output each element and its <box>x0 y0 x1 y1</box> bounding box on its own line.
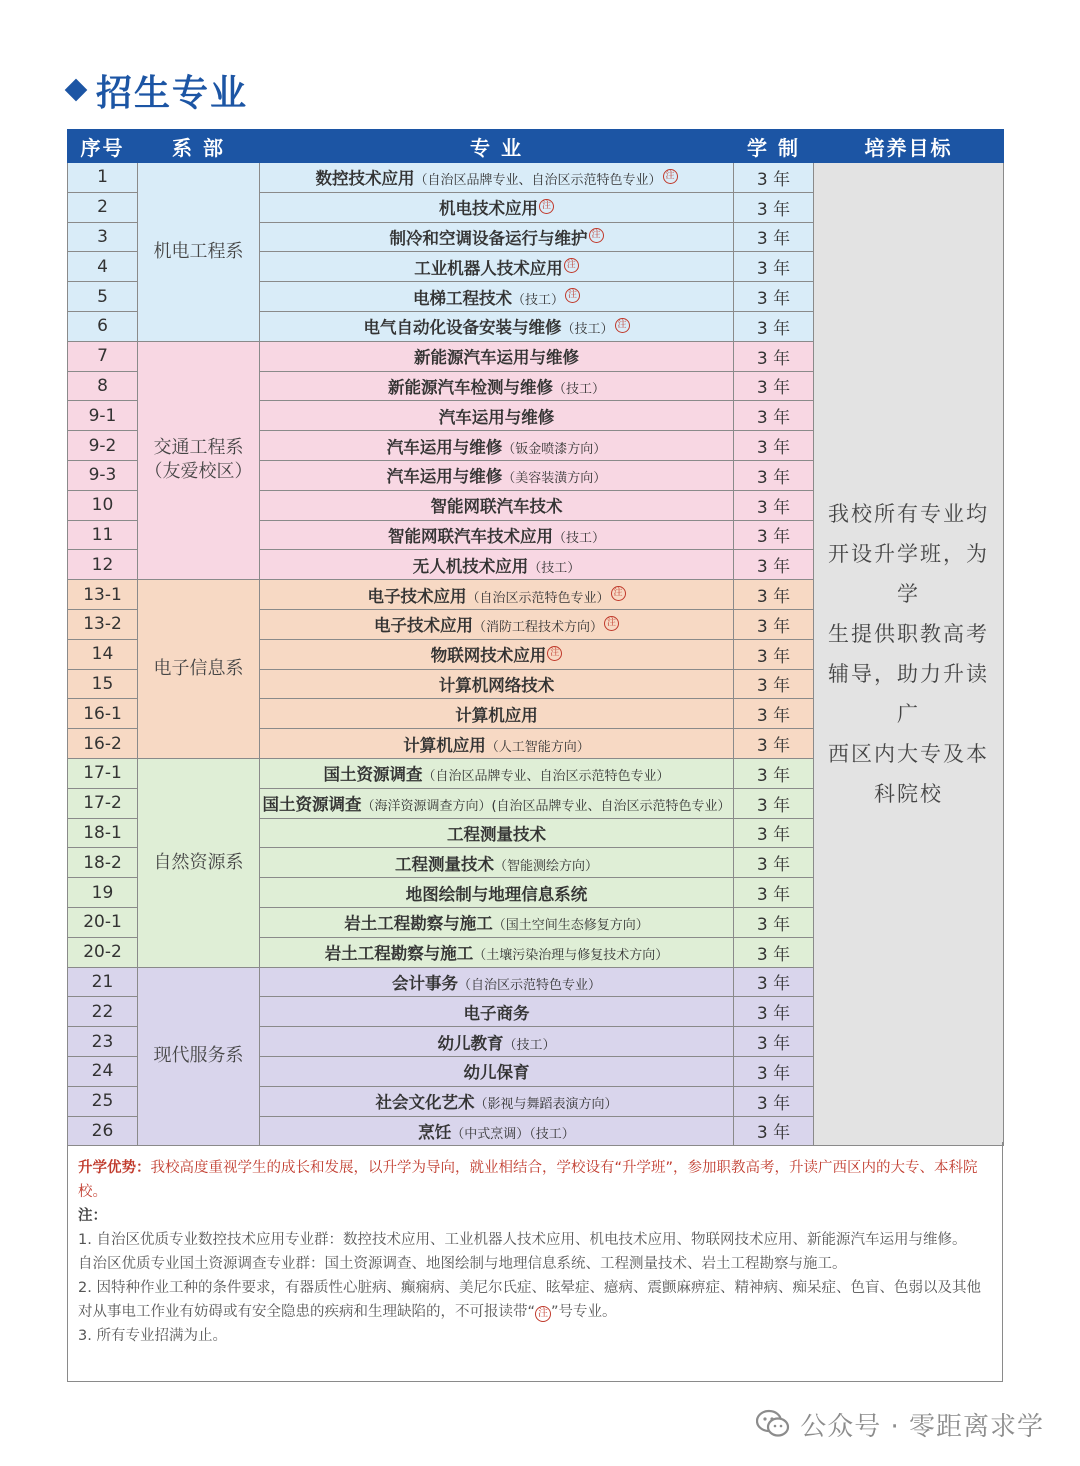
years-cell: 3 年 <box>734 1116 814 1146</box>
major-name: 电子技术应用 <box>373 616 473 636</box>
major-cell <box>260 311 734 341</box>
major-qualifier: （中式烹调）（技工） <box>451 1126 575 1142</box>
row-number: 19 <box>68 878 138 908</box>
row-number: 8 <box>68 371 138 401</box>
note-heading: 注： <box>78 1208 107 1224</box>
years-cell: 3 年 <box>734 192 814 222</box>
department-name: 现代服务系 <box>153 1045 244 1067</box>
watermark-text: 公众号 · 零距离求学 <box>800 1411 1044 1442</box>
major-name: 汽车运用与维修 <box>386 467 503 487</box>
majors-table <box>67 129 1004 1146</box>
note-mark-icon: 注 <box>589 228 604 243</box>
major-name: 智能网联汽车技术 <box>430 497 563 517</box>
major-cell <box>260 371 734 401</box>
major-name: 社会文化艺术 <box>375 1093 475 1113</box>
department-cell <box>138 580 260 759</box>
major-cell <box>260 431 734 461</box>
note-item-2-post: ”号专业。 <box>551 1304 617 1320</box>
major-cell <box>260 848 734 878</box>
years-cell: 3 年 <box>734 460 814 490</box>
major-name: 电子技术应用 <box>367 586 467 606</box>
major-name: 机电技术应用 <box>439 199 538 219</box>
major-qualifier: （美容装潢方向） <box>502 471 607 487</box>
major-qualifier: （消防工程技术方向） <box>472 620 603 636</box>
department-name: 机电工程系 <box>153 240 244 262</box>
department-cell <box>138 967 260 1146</box>
row-number: 23 <box>68 1027 138 1057</box>
header-major: 专 业 <box>260 130 734 163</box>
major-name: 烹饪 <box>418 1122 452 1142</box>
major-cell <box>260 669 734 699</box>
note-mark-icon: 注 <box>604 616 619 631</box>
major-cell <box>260 818 734 848</box>
major-name: 无人机技术应用 <box>412 556 529 576</box>
row-number: 18-2 <box>68 848 138 878</box>
major-cell <box>260 341 734 371</box>
row-number: 22 <box>68 997 138 1027</box>
major-name: 物联网技术应用 <box>430 646 547 666</box>
major-name: 数控技术应用 <box>315 169 415 189</box>
department-name: 电子信息系 <box>153 658 244 680</box>
row-number: 9-1 <box>68 401 138 431</box>
major-cell <box>260 609 734 639</box>
row-number: 10 <box>68 490 138 520</box>
major-qualifier: （技工） <box>552 530 605 546</box>
years-cell: 3 年 <box>734 252 814 282</box>
row-number: 13-2 <box>68 609 138 639</box>
major-cell <box>260 192 734 222</box>
row-number: 11 <box>68 520 138 550</box>
years-cell: 3 年 <box>734 222 814 252</box>
row-number: 5 <box>68 282 138 312</box>
row-number: 17-2 <box>68 788 138 818</box>
major-qualifier: （国土空间生态修复方向） <box>492 918 649 934</box>
major-cell <box>260 907 734 937</box>
department-cell <box>138 341 260 579</box>
years-cell: 3 年 <box>734 848 814 878</box>
row-number: 18-1 <box>68 818 138 848</box>
years-cell: 3 年 <box>734 311 814 341</box>
department-cell <box>138 758 260 967</box>
note-mark-icon: 注 <box>564 258 579 273</box>
major-cell <box>260 282 734 312</box>
advantage-text: 我校高度重视学生的成长和发展，以升学为导向，就业相结合，学校设有“升学班”，参加职教高考，升读广西区内的大专、本科院校。 <box>78 1160 978 1200</box>
note-mark-icon: 注 <box>611 586 626 601</box>
years-cell: 3 年 <box>734 669 814 699</box>
major-name: 幼儿教育 <box>437 1033 504 1053</box>
row-number: 16-1 <box>68 699 138 729</box>
major-cell <box>260 967 734 997</box>
row-number: 7 <box>68 341 138 371</box>
major-qualifier: （土壤污染治理与修复技术方向） <box>473 948 669 964</box>
major-cell <box>260 460 734 490</box>
major-cell <box>260 639 734 669</box>
major-cell <box>260 520 734 550</box>
department-name: 自然资源系 <box>153 851 244 873</box>
major-qualifier: （钣金喷漆方向） <box>502 441 607 457</box>
major-name: 电气自动化设备安装与维修 <box>363 318 562 338</box>
note-item-1b: 自治区优质专业国土资源调查专业群：国土资源调查、地图绘制与地理信息系统、工程测量技术、岩土工程勘察与施工。 <box>78 1256 847 1272</box>
row-number: 25 <box>68 1086 138 1116</box>
years-cell: 3 年 <box>734 282 814 312</box>
header-goal: 培养目标 <box>814 130 1004 163</box>
row-number: 16-2 <box>68 729 138 759</box>
training-goal-line: 我校所有专业均 <box>828 502 989 527</box>
major-cell <box>260 1056 734 1086</box>
department-cell <box>138 163 260 342</box>
major-name: 计算机应用 <box>455 705 538 725</box>
years-cell: 3 年 <box>734 490 814 520</box>
row-number: 14 <box>68 639 138 669</box>
major-name: 岩土工程勘察与施工 <box>344 914 493 934</box>
diamond-bullet-icon <box>65 79 88 102</box>
major-qualifier: （智能测绘方向） <box>493 858 598 874</box>
header-dept: 系 部 <box>138 130 260 163</box>
major-qualifier: （自治区示范特色专业） <box>466 590 610 606</box>
training-goal-cell <box>814 163 1004 1146</box>
years-cell: 3 年 <box>734 818 814 848</box>
years-cell: 3 年 <box>734 729 814 759</box>
major-name: 汽车运用与维修 <box>386 437 503 457</box>
major-cell <box>260 997 734 1027</box>
major-cell <box>260 1027 734 1057</box>
department-name: 交通工程系 <box>153 437 244 459</box>
major-name: 工程测量技术 <box>447 824 546 844</box>
years-cell: 3 年 <box>734 758 814 788</box>
note-mark-icon: 注 <box>535 1306 551 1322</box>
major-qualifier: （技工） <box>503 1037 556 1053</box>
major-name: 地图绘制与地理信息系统 <box>405 884 588 904</box>
row-number: 6 <box>68 311 138 341</box>
years-cell: 3 年 <box>734 1086 814 1116</box>
major-cell <box>260 758 734 788</box>
header-years: 学 制 <box>734 130 814 163</box>
training-goal-line: 辅导，助力升读广 <box>828 662 989 727</box>
major-cell <box>260 729 734 759</box>
major-name: 智能网联汽车技术应用 <box>387 526 553 546</box>
row-number: 24 <box>68 1056 138 1086</box>
major-cell <box>260 580 734 610</box>
note-item-2-pre: 2. 因特种作业工种的条件要求，有器质性心脏病、癫痫病、美尼尔氏症、眩晕症、癔病、震颤麻痹症、精神病、痴呆症、色盲、色弱以及其他对从事电工作业有妨碍或有安全隐患的疾病和生理缺陷的，不可报读带“ <box>78 1280 981 1320</box>
notes-box <box>67 1142 1003 1382</box>
row-number: 4 <box>68 252 138 282</box>
years-cell: 3 年 <box>734 878 814 908</box>
major-cell <box>260 550 734 580</box>
row-number: 9-2 <box>68 431 138 461</box>
advantage-label: 升学优势： <box>78 1160 151 1176</box>
major-cell <box>260 222 734 252</box>
major-qualifier: （技工） <box>561 322 614 338</box>
major-qualifier: （技工） <box>511 292 564 308</box>
years-cell: 3 年 <box>734 341 814 371</box>
years-cell: 3 年 <box>734 997 814 1027</box>
major-cell <box>260 1086 734 1116</box>
years-cell: 3 年 <box>734 550 814 580</box>
years-cell: 3 年 <box>734 1027 814 1057</box>
major-qualifier: （影视与舞蹈表演方向） <box>474 1097 618 1113</box>
header-num: 序号 <box>68 130 138 163</box>
years-cell: 3 年 <box>734 580 814 610</box>
major-cell <box>260 252 734 282</box>
years-cell: 3 年 <box>734 639 814 669</box>
row-number: 15 <box>68 669 138 699</box>
major-cell <box>260 401 734 431</box>
major-name: 工程测量技术 <box>394 854 494 874</box>
major-name: 计算机网络技术 <box>438 675 555 695</box>
row-number: 2 <box>68 192 138 222</box>
advantage-paragraph <box>78 1156 992 1204</box>
major-cell <box>260 163 734 193</box>
row-number: 3 <box>68 222 138 252</box>
training-goal-line: 科院校 <box>874 782 943 807</box>
note-mark-icon: 注 <box>565 288 580 303</box>
major-qualifier: （人工智能方向） <box>485 739 590 755</box>
years-cell: 3 年 <box>734 937 814 967</box>
row-number: 1 <box>68 163 138 193</box>
department-name: （友爱校区） <box>144 461 253 483</box>
major-cell <box>260 878 734 908</box>
major-name: 会计事务 <box>391 973 458 993</box>
note-mark-icon: 注 <box>539 199 554 214</box>
major-cell <box>260 788 734 818</box>
major-name: 制冷和空调设备运行与维护 <box>389 228 588 248</box>
major-name: 工业机器人技术应用 <box>414 258 563 278</box>
major-cell <box>260 490 734 520</box>
row-number: 26 <box>68 1116 138 1146</box>
major-qualifier: （技工） <box>528 560 581 576</box>
major-qualifier: （自治区示范特色专业） <box>457 977 601 993</box>
major-name: 电子商务 <box>463 1003 530 1023</box>
years-cell: 3 年 <box>734 1056 814 1086</box>
major-qualifier: （技工） <box>552 381 605 397</box>
majors-table-body <box>68 163 1004 1146</box>
major-name: 汽车运用与维修 <box>438 407 555 427</box>
training-goal-line: 生提供职教高考 <box>828 622 989 647</box>
wechat-icon <box>756 1409 790 1439</box>
major-name: 幼儿保育 <box>463 1063 530 1083</box>
training-goal-line: 开设升学班，为学 <box>828 542 989 607</box>
row-number: 20-2 <box>68 937 138 967</box>
note-item-2 <box>78 1276 992 1324</box>
table-row <box>68 163 1004 193</box>
row-number: 17-1 <box>68 758 138 788</box>
note-mark-icon: 注 <box>547 646 562 661</box>
row-number: 20-1 <box>68 907 138 937</box>
section-title <box>68 66 248 114</box>
years-cell: 3 年 <box>734 401 814 431</box>
row-number: 12 <box>68 550 138 580</box>
major-qualifier: （海洋资源调查方向）(自治区品牌专业、自治区示范特色专业） <box>361 799 731 815</box>
years-cell: 3 年 <box>734 431 814 461</box>
years-cell: 3 年 <box>734 699 814 729</box>
major-name: 国土资源调查 <box>262 795 362 815</box>
major-cell <box>260 699 734 729</box>
years-cell: 3 年 <box>734 609 814 639</box>
major-name: 计算机应用 <box>403 735 486 755</box>
row-number: 9-3 <box>68 460 138 490</box>
major-name: 新能源汽车运用与维修 <box>414 348 579 368</box>
major-name: 岩土工程勘察与施工 <box>324 944 474 964</box>
table-header-row <box>68 130 1004 163</box>
note-mark-icon: 注 <box>663 169 678 184</box>
years-cell: 3 年 <box>734 907 814 937</box>
major-cell <box>260 937 734 967</box>
major-qualifier: （自治区品牌专业、自治区示范特色专业） <box>422 769 670 785</box>
note-item-1a: 1. 自治区优质专业数控技术应用专业群：数控技术应用、工业机器人技术应用、机电技术应用、物联网技术应用、新能源汽车运用与维修。 <box>78 1232 967 1248</box>
major-name: 新能源汽车检测与维修 <box>387 377 553 397</box>
years-cell: 3 年 <box>734 967 814 997</box>
training-goal-line: 西区内大专及本 <box>828 742 989 767</box>
note-mark-icon: 注 <box>615 318 630 333</box>
row-number: 13-1 <box>68 580 138 610</box>
row-number: 21 <box>68 967 138 997</box>
major-name: 国土资源调查 <box>323 765 423 785</box>
major-qualifier: （自治区品牌专业、自治区示范特色专业） <box>414 173 662 189</box>
years-cell: 3 年 <box>734 163 814 193</box>
major-name: 电梯工程技术 <box>412 288 512 308</box>
years-cell: 3 年 <box>734 520 814 550</box>
watermark <box>756 1404 1044 1444</box>
years-cell: 3 年 <box>734 371 814 401</box>
years-cell: 3 年 <box>734 788 814 818</box>
note-item-3: 3. 所有专业招满为止。 <box>78 1328 227 1344</box>
page-title: 招生专业 <box>96 72 249 114</box>
